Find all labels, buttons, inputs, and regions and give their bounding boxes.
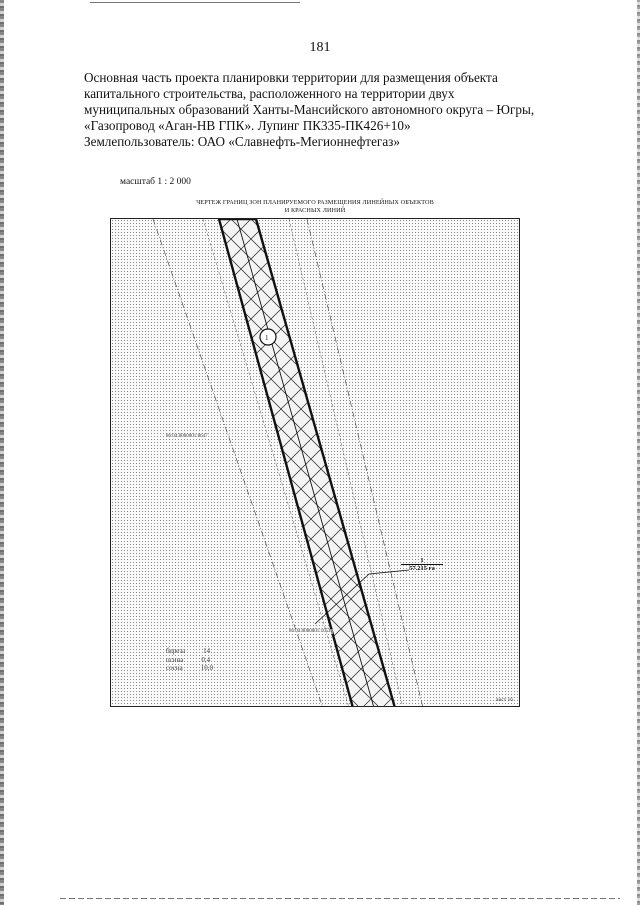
legend-value: 14 (203, 647, 211, 655)
area-tag-number: 1 (401, 557, 443, 565)
legend-row (166, 647, 213, 656)
header-line-1: Основная часть проекта планировки территории для размещения объекта (84, 70, 498, 85)
legend-name: осина (166, 655, 184, 664)
header-line-3: муниципальных образований Ханты-Мансийского автономного округа – Югры, (84, 102, 535, 117)
page-number: 181 (309, 40, 331, 55)
legend-name: сосна (166, 664, 183, 672)
drawing-title (110, 199, 520, 214)
cadastral-label-1: 86:04:0000001:8647 (166, 434, 208, 439)
point-marker-label: 1 (265, 334, 269, 342)
bottom-rule (60, 898, 620, 899)
legend-value: 10,0 (200, 664, 213, 672)
header-line-4: «Газопровод «Аган-НВ ГПК». Лупинг ПК335-ПК426+10» (84, 118, 411, 133)
map-drawing (110, 218, 520, 707)
legend-row (166, 656, 213, 665)
document-header (84, 70, 564, 150)
legend-value: 0,4 (201, 655, 211, 664)
area-tag-area: 57.215 га (409, 565, 435, 572)
header-line-2: капитального строительства, расположенного на территории двух (84, 86, 455, 101)
area-tag (401, 557, 443, 572)
header-line-5: Землепользователь: ОАО «Славнефть-Мегионнефтегаз» (84, 134, 400, 149)
legend-row (166, 664, 213, 673)
top-rule (90, 2, 300, 3)
scan-edge-left (0, 0, 4, 905)
scale-label: масштаб 1 : 2 000 (120, 177, 191, 187)
cadastral-label-2: 86:04:0000001:10517 (289, 629, 334, 634)
drawing-title-line-1: ЧЕРТЕЖ ГРАНИЦ ЗОН ПЛАНИРУЕМОГО РАЗМЕЩЕНИЯ ЛИНЕЙНЫХ ОБЪЕКТОВ (196, 199, 434, 206)
sheet-label: лист 16 (495, 697, 513, 703)
legend-name: береза (166, 647, 186, 655)
species-legend (166, 647, 213, 673)
drawing-title-line-2: И КРАСНЫХ ЛИНИЙ (284, 206, 346, 214)
